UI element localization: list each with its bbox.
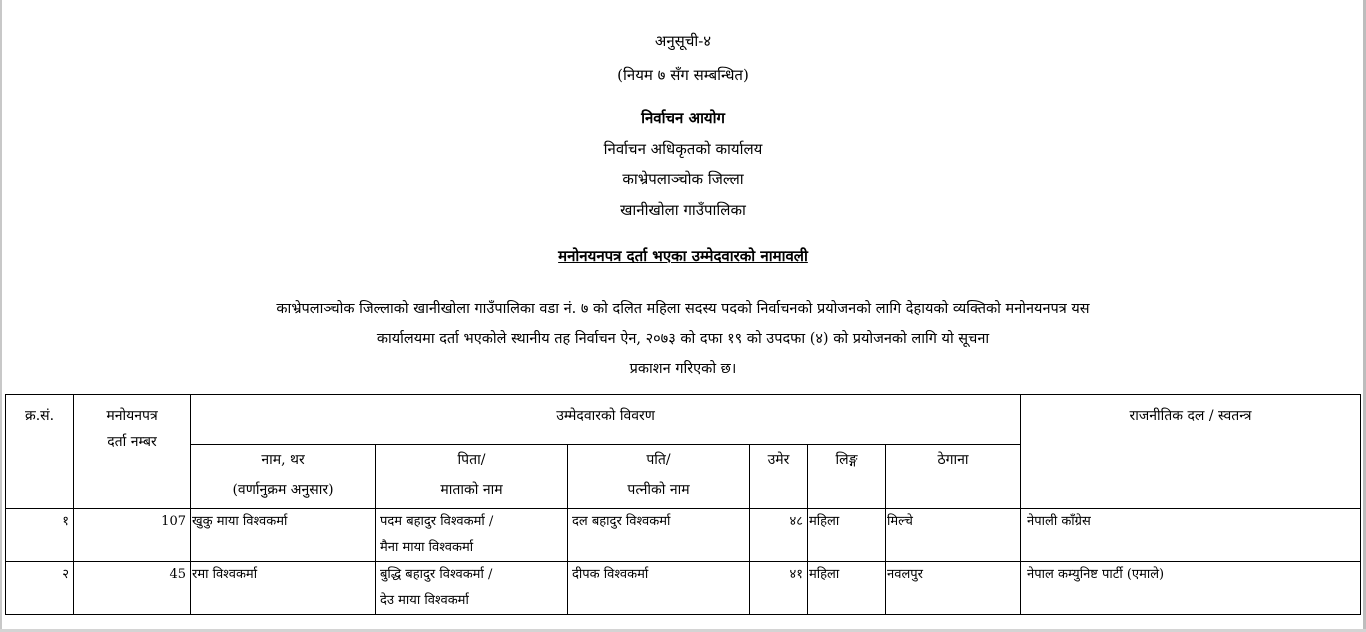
serial-cell: २ [6,562,74,615]
name-header-line-2: (वर्णानुक्रम अनुसार) [232,482,334,498]
commission-title: निर्वाचन आयोग [641,109,725,127]
nomination-header-line-2: दर्ता नम्बर [107,434,157,450]
district-name: काभ्रेपलाञ्चोक जिल्ला [622,170,744,188]
parent-header [376,445,568,509]
candidate-details-header: उम्मेदवारको विवरण [191,395,1021,445]
parent-cell [376,509,568,562]
nomination-header-line-1: मनोयनपत्र [106,408,158,424]
name-header [191,445,376,509]
address-header: ठेगाना [886,445,1021,509]
party-header: राजनीतिक दल / स्वतन्त्र [1021,395,1361,509]
address-cell: मिल्चे [886,509,1021,562]
mother-name: मैना माया विश्वकर्मा [380,540,474,555]
spouse-cell: दीपक विश्वकर्मा [568,562,750,615]
nomination-number-cell: 107 [74,509,191,562]
parent-header-line-1: पिता/ [457,452,486,468]
spouse-header-line-1: पति/ [646,452,671,468]
spouse-cell: दल बहादुर विश्वकर्मा [568,509,750,562]
name-header-line-1: नाम, थर [261,452,305,468]
father-name: पदम बहादुर विश्वकर्मा / [380,514,494,529]
gender-cell: महिला [808,509,886,562]
notice-line-1: काभ्रेपलाञ्चोक जिल्लाको खानीखोला गाउँपालिका वडा नं. ७ को दलित महिला सदस्य पदको निर्वाचनको प्रयोजनको लागि देहायको व्यक्तिको मनोनयनपत्र यस [276,301,1090,317]
office-name: निर्वाचन अधिकृतको कार्यालय [603,140,763,158]
mother-name: देउ माया विश्वकर्मा [380,593,469,608]
table-row [6,509,1361,562]
party-cell: नेपाल कम्युनिष्ट पार्टी (एमाले) [1021,562,1361,615]
candidate-table [5,394,1361,615]
serial-header: क्र.सं. [6,395,74,509]
table-header-row [6,395,1361,445]
table-row [6,562,1361,615]
parent-header-line-2: माताको नाम [440,482,503,498]
party-cell: नेपाली काँग्रेस [1021,509,1361,562]
gender-header: लिङ्ग [808,445,886,509]
age-cell: ४८ [750,509,808,562]
serial-cell: १ [6,509,74,562]
father-name: बुद्धि बहादुर विश्वकर्मा / [380,567,493,582]
nomination-number-cell: 45 [74,562,191,615]
document-title: मनोनयनपत्र दर्ता भएका उम्मेदवारको नामावली [558,247,808,265]
notice-line-3: प्रकाशन गरिएको छ। [629,361,737,377]
age-header: उमेर [750,445,808,509]
age-cell: ४१ [750,562,808,615]
gender-cell: महिला [808,562,886,615]
schedule-label: अनुसूची-४ [654,32,712,50]
address-cell: नवलपुर [886,562,1021,615]
parent-cell [376,562,568,615]
spouse-header-line-2: पत्नीको नाम [627,482,690,498]
notice-line-2: कार्यालयमा दर्ता भएकोले स्थानीय तह निर्वाचन ऐन, २०७३ को दफा १९ को उपदफा (४) को प्रयोजनको लागि यो सूचना [376,331,990,347]
municipality-name: खानीखोला गाउँपालिका [620,201,746,219]
name-cell: खुकु माया विश्वकर्मा [191,509,376,562]
rule-reference: (नियम ७ सँग सम्बन्धित) [617,66,749,84]
name-cell: रमा विश्वकर्मा [191,562,376,615]
spouse-header [568,445,750,509]
nomination-number-header [74,395,191,509]
